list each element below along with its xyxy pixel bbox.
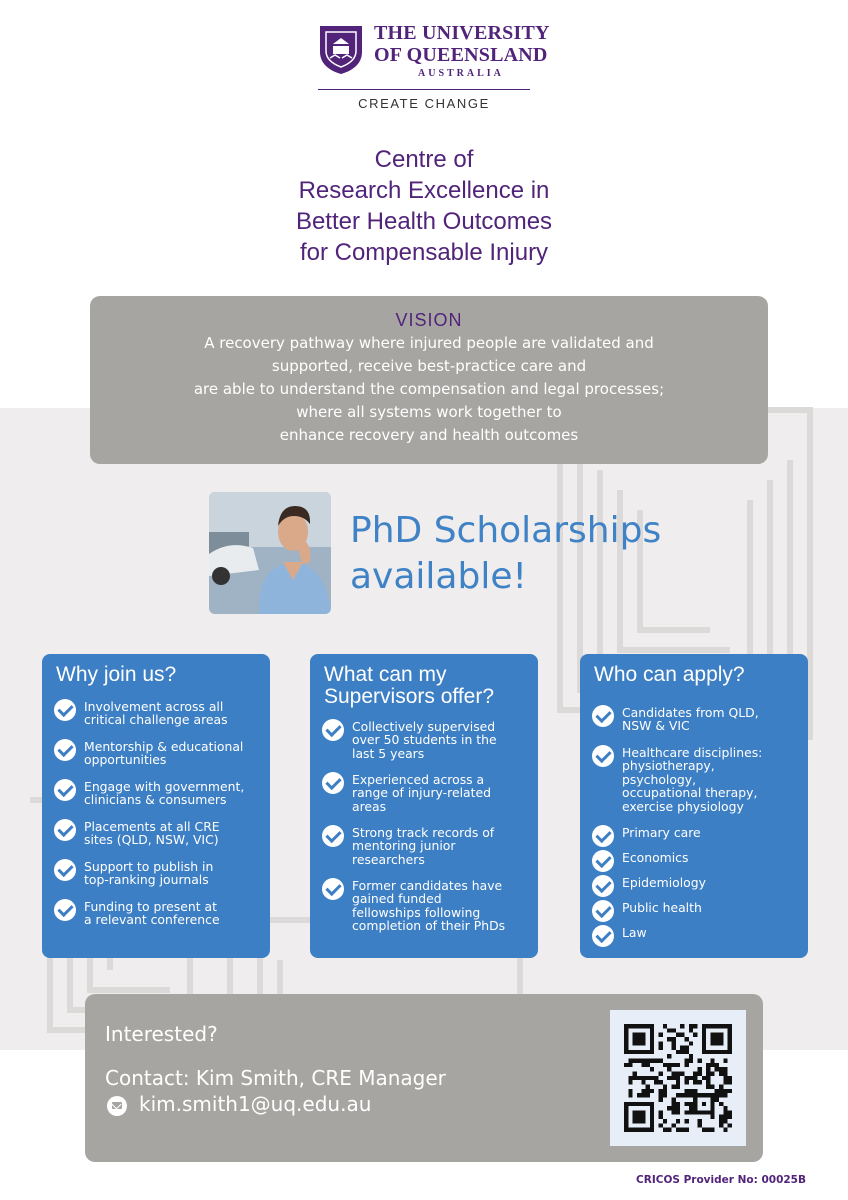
contact-panel	[85, 994, 763, 1162]
vision-heading: VISION	[395, 310, 463, 330]
checkmark-icon	[592, 850, 614, 872]
qr-code-image	[624, 1024, 732, 1132]
tagline: CREATE CHANGE	[358, 96, 490, 111]
list-item	[592, 901, 762, 926]
centre-title-line: Centre of	[374, 146, 474, 173]
vision-line: A recovery pathway where injured people are validated and	[204, 334, 654, 352]
supervisors-offer-card	[310, 654, 538, 958]
item-line: range of injury-related	[352, 785, 491, 801]
item-line: Experienced across a	[352, 772, 485, 787]
checkmark-icon	[54, 819, 76, 841]
list-item	[322, 720, 505, 773]
phd-headline-line2: available!	[350, 556, 527, 597]
checkmark-icon	[54, 899, 76, 921]
item-line: occupational therapy,	[622, 785, 758, 801]
checkmark-icon	[592, 925, 614, 947]
item-line: researchers	[352, 851, 425, 867]
item-line: Healthcare disciplines:	[622, 745, 763, 760]
item-line: mentoring junior	[352, 838, 456, 854]
checkmark-icon	[54, 699, 76, 721]
list-item	[54, 820, 244, 860]
vision-text	[90, 332, 768, 447]
item-line: critical challenge areas	[84, 712, 228, 728]
logo-divider	[318, 89, 530, 90]
item-line: over 50 students in the	[352, 732, 497, 748]
email-icon	[107, 1096, 127, 1116]
uq-logo	[318, 22, 550, 114]
vision-line: enhance recovery and health outcomes	[279, 426, 579, 444]
item-line: sites (QLD, NSW, VIC)	[84, 832, 219, 848]
item-line: Collectively supervised	[352, 719, 496, 734]
item-line: fellowships following	[352, 904, 481, 920]
item-line: Candidates from QLD,	[622, 705, 759, 720]
vision-line: supported, receive best-practice care and	[271, 357, 587, 375]
item-line: clinicians & consumers	[84, 792, 227, 808]
item-line: Primary care	[622, 825, 701, 840]
item-line: Strong track records of	[352, 825, 495, 840]
item-line: psychology,	[622, 771, 697, 787]
checkmark-icon	[54, 739, 76, 761]
checkmark-icon	[592, 705, 614, 727]
centre-title-line: for Compensable Injury	[299, 239, 549, 266]
list-item	[322, 879, 505, 939]
checkmark-icon	[592, 825, 614, 847]
checkmark-icon	[54, 779, 76, 801]
vision-panel	[90, 296, 768, 464]
card-title-line: Supervisors offer?	[324, 685, 495, 708]
item-line: top-ranking journals	[84, 872, 209, 888]
cricos-provider-number: CRICOS Provider No: 00025B	[636, 1174, 806, 1186]
item-line: a relevant conference	[84, 912, 220, 928]
list-item	[592, 706, 762, 746]
phd-headline-line1: PhD Scholarships	[350, 510, 662, 551]
checkmark-icon	[592, 875, 614, 897]
contact-name: Contact: Kim Smith, CRE Manager	[105, 1066, 446, 1090]
centre-title-line: Research Excellence in	[298, 177, 550, 204]
item-line: Epidemiology	[622, 875, 706, 890]
checkmark-icon	[54, 859, 76, 881]
email-link[interactable]: kim.smith1@uq.edu.au	[139, 1092, 372, 1116]
university-name-line2: OF QUEENSLAND	[374, 44, 548, 66]
item-line: physiotherapy,	[622, 758, 715, 774]
injured-man-photo	[209, 492, 331, 614]
item-line: Law	[622, 925, 647, 940]
item-line: last 5 years	[352, 745, 425, 761]
centre-title	[174, 144, 674, 268]
checkmark-icon	[322, 825, 344, 847]
item-line: gained funded	[352, 891, 442, 907]
list-item	[592, 851, 762, 876]
vision-line: are able to understand the compensation and legal processes;	[193, 380, 665, 398]
checkmark-icon	[322, 878, 344, 900]
university-name-line1: THE UNIVERSITY	[374, 22, 550, 44]
item-line: Economics	[622, 850, 689, 865]
item-line: Involvement across all	[84, 699, 224, 714]
university-country: AUSTRALIA	[418, 68, 504, 79]
item-line: areas	[352, 798, 387, 814]
item-line: Funding to present at	[84, 899, 217, 914]
checkmark-icon	[592, 900, 614, 922]
item-line: Support to publish in	[84, 859, 214, 874]
card-title	[594, 664, 745, 686]
checkmark-icon	[592, 745, 614, 767]
list-item	[592, 876, 762, 901]
list-item	[54, 740, 244, 780]
item-line: Engage with government,	[84, 779, 245, 794]
list-item	[592, 926, 762, 951]
why-join-card	[42, 654, 270, 958]
vision-line: where all systems work together to	[296, 403, 562, 421]
item-line: opportunities	[84, 752, 167, 768]
list-item	[322, 773, 505, 826]
item-line: exercise physiology	[622, 798, 744, 814]
item-line: Public health	[622, 900, 702, 915]
list-item	[54, 700, 244, 740]
card-title	[324, 664, 494, 708]
phd-headline	[350, 508, 661, 600]
card-title-line: What can my	[324, 663, 447, 686]
list-item	[592, 746, 762, 826]
checkmark-icon	[322, 719, 344, 741]
who-can-apply-card	[580, 654, 808, 958]
interested-heading: Interested?	[105, 1022, 218, 1046]
centre-title-line: Better Health Outcomes	[295, 208, 553, 235]
item-line: Mentorship & educational	[84, 739, 244, 754]
item-line: Placements at all CRE	[84, 819, 220, 834]
list-item	[592, 826, 762, 851]
list-item	[322, 826, 505, 879]
uq-crest-icon	[318, 24, 364, 76]
card-title	[56, 664, 176, 686]
qr-code[interactable]	[610, 1010, 746, 1146]
checkmark-icon	[322, 772, 344, 794]
item-line: completion of their PhDs	[352, 918, 506, 934]
card-title-line: Why join us?	[56, 663, 177, 686]
card-title-line: Who can apply?	[594, 663, 745, 686]
list-item	[54, 900, 244, 940]
list-item	[54, 780, 244, 820]
item-line: Former candidates have	[352, 878, 503, 893]
list-item	[54, 860, 244, 900]
item-line: NSW & VIC	[622, 718, 690, 734]
